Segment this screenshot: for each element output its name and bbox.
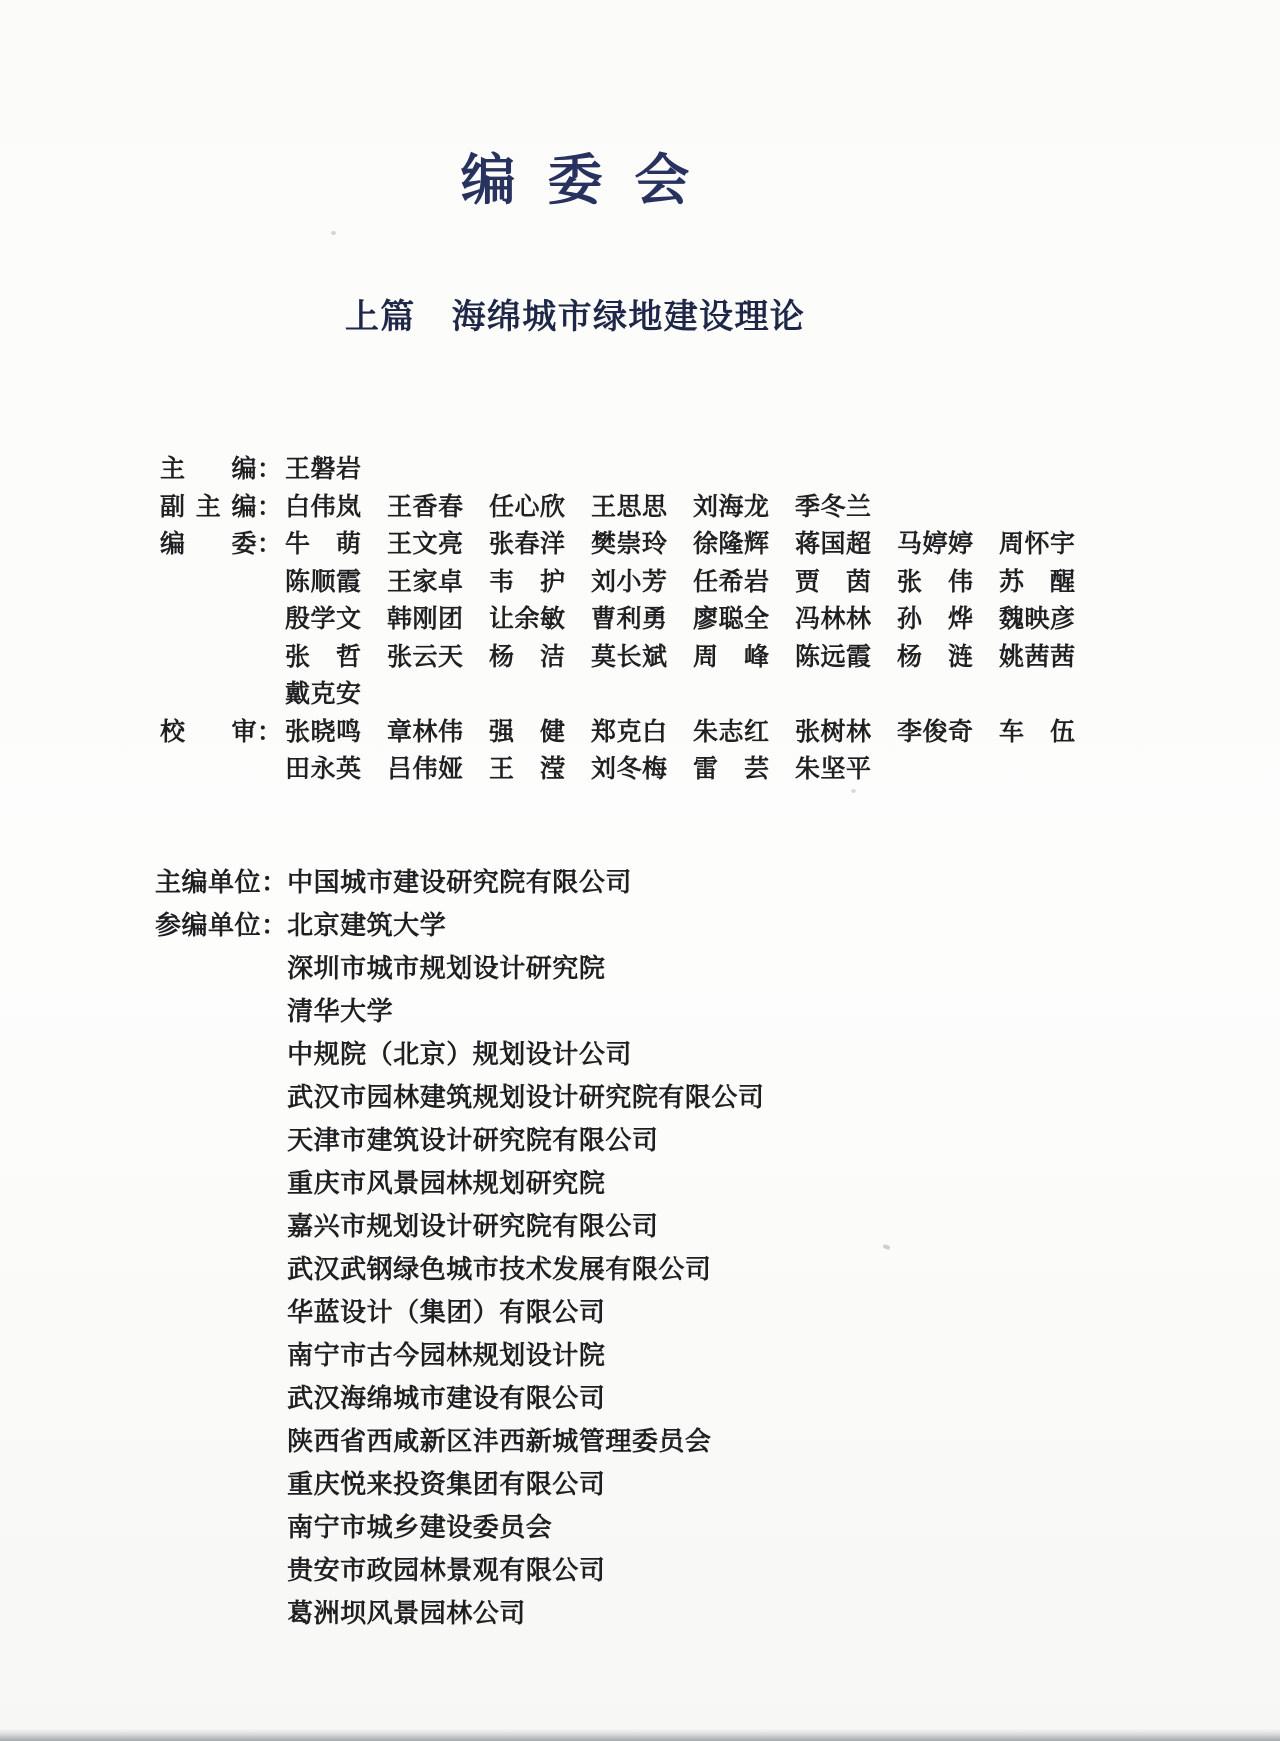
unit-name: 南宁市古今园林规划设计院 — [287, 1339, 606, 1370]
page-title: 编委会 — [460, 150, 722, 211]
unit-name: 武汉市园林建筑规划设计研究院有限公司 — [287, 1081, 765, 1112]
subtitle-part-text: 海绵城市绿地建设理论 — [451, 298, 806, 336]
section-subtitle — [155, 300, 995, 336]
names-line: 牛 萌 王文亮 张春洋 樊崇玲 徐隆辉 蒋国超 马婷婷 周怀宇 — [285, 530, 1076, 559]
chief-unit-label: 主编单位 — [155, 866, 262, 897]
colon: ： — [257, 455, 283, 484]
unit-name: 天津市建筑设计研究院有限公司 — [287, 1124, 659, 1155]
units-section — [155, 861, 1280, 1635]
unit-name: 华蓝设计（集团）有限公司 — [287, 1296, 606, 1327]
unit-name: 嘉兴市规划设计研究院有限公司 — [287, 1210, 659, 1241]
unit-name: 陕西省西咸新区沣西新城管理委员会 — [287, 1425, 712, 1456]
role-label: 主编 — [160, 455, 257, 484]
names-line: 田永英 吕伟娅 王 滢 刘冬梅 雷 芸 朱坚平 — [285, 755, 872, 784]
names-block — [285, 714, 1280, 789]
names-block — [285, 526, 1280, 714]
colon: ： — [261, 909, 288, 940]
names-line: 张晓鸣 章林伟 强 健 郑克白 朱志红 张树林 李俊奇 车 伍 — [285, 717, 1076, 746]
committee-row-reviewers — [160, 714, 1280, 789]
participant-units-row — [155, 904, 1280, 1635]
participant-unit-values — [287, 904, 1280, 1635]
scan-speck — [331, 231, 336, 235]
unit-name: 北京建筑大学 — [287, 909, 447, 940]
unit-name: 中国城市建设研究院有限公司 — [287, 866, 632, 897]
unit-name: 南宁市城乡建设委员会 — [287, 1511, 553, 1542]
names-line: 殷学文 韩刚团 让余敏 曹利勇 廖聪全 冯林林 孙 烨 魏映彦 — [285, 605, 1076, 634]
role-label: 副主编 — [160, 492, 257, 521]
committee-roster — [160, 451, 1280, 789]
names-line: 王磐岩 — [285, 455, 362, 484]
names-block — [285, 489, 1280, 527]
participant-units-label: 参编单位 — [155, 909, 262, 940]
unit-name: 葛洲坝风景园林公司 — [287, 1597, 526, 1628]
unit-name: 贵安市政园林景观有限公司 — [287, 1554, 606, 1585]
names-line: 张 哲 张云天 杨 洁 莫长斌 周 峰 陈远霞 杨 涟 姚茜茜 — [285, 642, 1076, 671]
unit-name: 深圳市城市规划设计研究院 — [287, 952, 606, 983]
unit-name: 重庆悦来投资集团有限公司 — [287, 1468, 606, 1499]
committee-row-members — [160, 526, 1280, 714]
colon: ： — [261, 866, 288, 897]
names-block — [285, 451, 1280, 489]
role-label: 编委 — [160, 530, 257, 559]
subtitle-part-label: 上篇 — [344, 298, 416, 336]
scan-speck — [851, 789, 856, 793]
committee-row-chief-editor — [160, 451, 1280, 489]
colon: ： — [257, 530, 283, 559]
scan-bottom-edge — [0, 1729, 1280, 1741]
unit-name: 重庆市风景园林规划研究院 — [287, 1167, 606, 1198]
unit-name: 清华大学 — [287, 995, 394, 1026]
colon: ： — [257, 717, 283, 746]
colon: ： — [257, 492, 283, 521]
chief-unit-row — [155, 861, 1280, 904]
unit-name: 武汉海绵城市建设有限公司 — [287, 1382, 606, 1413]
unit-name: 中规院（北京）规划设计公司 — [287, 1038, 632, 1069]
names-line: 陈顺霞 王家卓 韦 护 刘小芳 任希岩 贾 茵 张 伟 苏 醒 — [285, 567, 1076, 596]
unit-name: 武汉武钢绿色城市技术发展有限公司 — [287, 1253, 712, 1284]
names-line: 白伟岚 王香春 任心欣 王思思 刘海龙 季冬兰 — [285, 492, 872, 521]
names-line: 戴克安 — [285, 680, 362, 709]
chief-unit-values — [287, 861, 1280, 904]
committee-row-deputy-editors — [160, 489, 1280, 527]
role-label: 校审 — [160, 717, 257, 746]
